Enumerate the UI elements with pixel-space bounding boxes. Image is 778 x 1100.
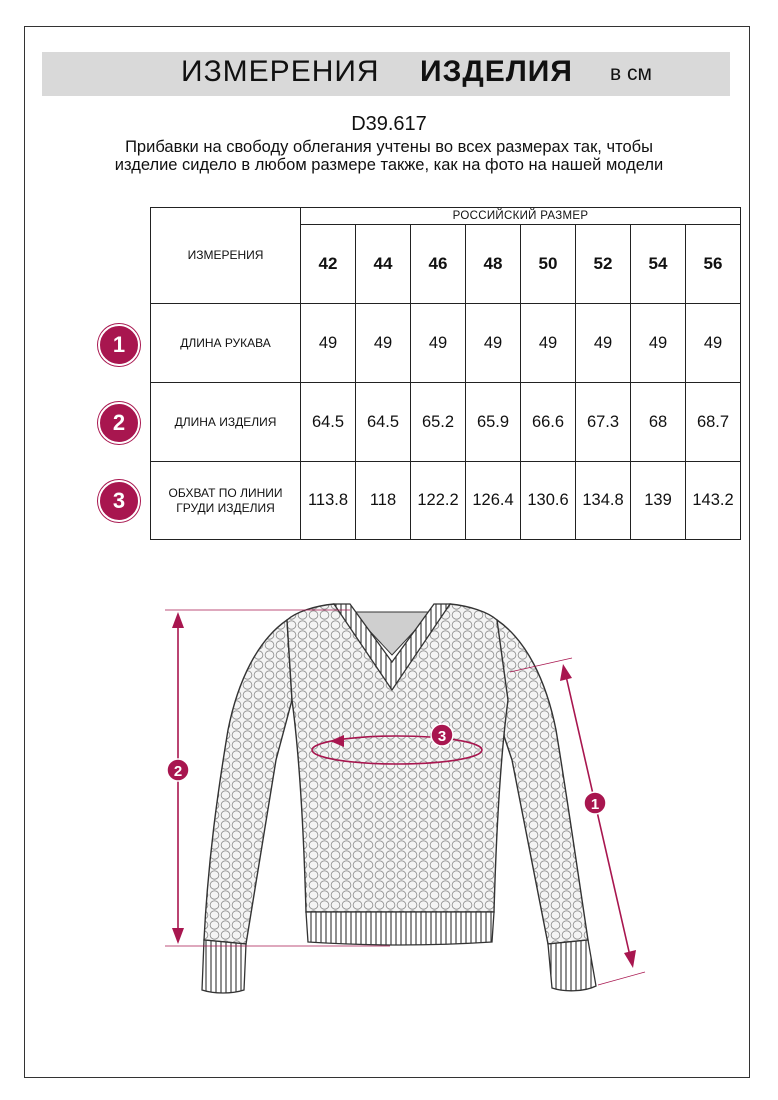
size-system-header: РОССИЙСКИЙ РАЗМЕР: [301, 208, 741, 225]
table-cell: 122.2: [411, 462, 466, 540]
table-cell: 134.8: [576, 462, 631, 540]
table-cell: 49: [466, 304, 521, 383]
table-cell: 49: [301, 304, 356, 383]
size-header: 48: [466, 225, 521, 304]
table-cell: 49: [576, 304, 631, 383]
table-cell: 126.4: [466, 462, 521, 540]
diagram-marker-2: [167, 759, 189, 781]
table-cell: 66.6: [521, 383, 576, 462]
sweater-body: [287, 604, 508, 912]
table-cell: 49: [521, 304, 576, 383]
svg-text:1: 1: [590, 796, 600, 813]
diagram-marker-3: [431, 724, 453, 746]
size-header: 46: [411, 225, 466, 304]
size-header: 56: [686, 225, 741, 304]
size-table: [150, 207, 741, 540]
table-cell: 65.9: [466, 383, 521, 462]
table-cell: 64.5: [356, 383, 411, 462]
table-cell: 49: [411, 304, 466, 383]
table-cell: 67.3: [576, 383, 631, 462]
right-cuff: [548, 940, 596, 991]
table-cell: 68: [631, 383, 686, 462]
table-cell: 113.8: [301, 462, 356, 540]
size-header: 42: [301, 225, 356, 304]
row-number-badge: 3: [98, 480, 140, 522]
table-cell: 139: [631, 462, 686, 540]
product-code: D39.617: [351, 113, 427, 135]
row-number-badge: 1: [98, 324, 140, 366]
row-label-text: ОБХВАТ ПО ЛИНИИ ГРУДИ ИЗДЕЛИЯ: [168, 485, 283, 515]
row-label: [151, 383, 301, 462]
size-header: 54: [631, 225, 686, 304]
sweater-diagram: [0, 580, 778, 1020]
table-cell: 64.5: [301, 383, 356, 462]
table-cell: 118: [356, 462, 411, 540]
size-header: 50: [521, 225, 576, 304]
svg-text:2: 2: [173, 763, 183, 780]
table-cell: 68.7: [686, 383, 741, 462]
table-cell: 49: [686, 304, 741, 383]
table-row: [151, 304, 741, 383]
title-unit: в см: [610, 62, 652, 85]
table-cell: 65.2: [411, 383, 466, 462]
row-label: [151, 462, 301, 540]
waistband: [306, 912, 494, 945]
table-cell: 143.2: [686, 462, 741, 540]
measure-header: ИЗМЕРЕНИЯ: [151, 208, 301, 304]
row-number-badge: 2: [98, 402, 140, 444]
table-cell: 130.6: [521, 462, 576, 540]
table-cell: 49: [631, 304, 686, 383]
left-cuff: [202, 940, 246, 993]
size-header: 44: [356, 225, 411, 304]
svg-text:3: 3: [437, 728, 447, 745]
title-measurements: ИЗМЕРЕНИЯ: [181, 55, 380, 88]
left-sleeve: [204, 620, 292, 944]
diagram-marker-1: [584, 792, 606, 814]
fit-note: Прибавки на свободу облегания учтены во всех размерах так, чтобы изделие сидело в любом размере также, как на фото на нашей модели: [114, 138, 664, 174]
table-row: [151, 462, 741, 540]
size-header: 52: [576, 225, 631, 304]
row-label-text: ДЛИНА ИЗДЕЛИЯ: [174, 414, 277, 429]
title-product: ИЗДЕЛИЯ: [420, 55, 573, 88]
table-cell: 49: [356, 304, 411, 383]
table-row: [151, 383, 741, 462]
right-sleeve: [492, 620, 588, 944]
row-label: ДЛИНА РУКАВА: [151, 304, 301, 383]
